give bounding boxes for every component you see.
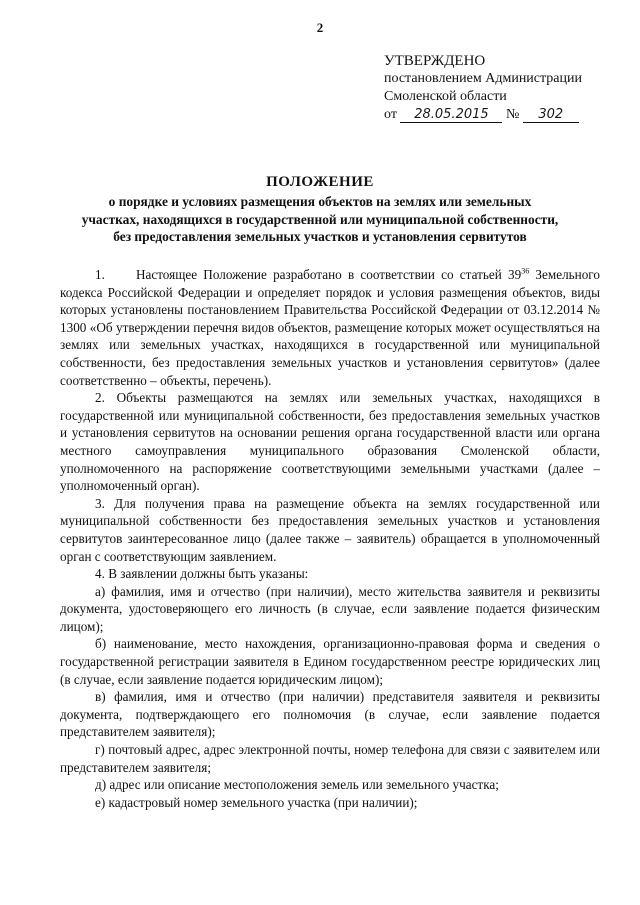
item-a: а) фамилия, имя и отчество (при наличии), место жительства заявителя и реквизиты документа, удостоверяющего его личность (в случае, если заявление подается физическим лицом); — [60, 583, 600, 634]
article-superscript: 36 — [521, 266, 530, 276]
paragraph-4: 4. В заявлении должны быть указаны: — [95, 566, 309, 582]
document-subtitle — [52, 193, 588, 246]
approval-line-2: Смоленской области — [384, 89, 507, 104]
handwritten-number: 302 — [523, 108, 579, 123]
item-b: б) наименование, место нахождения, организационно-правовая форма и сведения о государственной регистрации заявителя в Едином государственном реестре юридических лиц (в случае, если заявление подается юридическим лицом); — [60, 636, 600, 687]
page-number: 2 — [316, 20, 324, 35]
paragraph-2: 2. Объекты размещаются на землях или земельных участках, находящихся в государственной или муниципальной собственности, без предоставления земельных участков и установления сервитутов на основании решения органа государственной власти или органа местного самоуправления муниципального образования Смоленской области, уполномоченного на распоряжение соответствующими земельными участками (далее – уполномоченный орган). — [60, 390, 600, 494]
paragraph-1 — [60, 266, 600, 389]
item-g: г) почтовый адрес, адрес электронной почты, номер телефона для связи с заявителем или представителем заявителя; — [60, 742, 600, 775]
approval-block — [384, 52, 624, 124]
subtitle-line-1: о порядке и условиях размещения объектов на землях или земельных — [108, 194, 532, 209]
document-body — [60, 266, 600, 811]
subtitle-line-3: без предоставления земельных участков и установления сервитутов — [113, 229, 527, 244]
item-v: в) фамилия, имя и отчество (при наличии) представителя заявителя и реквизиты документа, подтверждающего его полномочия (в случае, если заявление подается представителем заявителя); — [60, 689, 600, 740]
handwritten-date: 28.05.2015 — [400, 108, 502, 123]
item-e: е) кадастровый номер земельного участка (при наличии); — [95, 794, 418, 810]
approval-date-line — [384, 106, 624, 124]
paragraph-1-rest: Земельного кодекса Российской Федерации и определяет порядок и условия размещения объектов, виды которых установлены постановлением Правительства Российской Федерации от 03.12.2014 № 1300 «Об утверждении перечня видов объектов, размещение которых может осуществляться на землях или земельных участках, находящихся в государственной или муниципальной собственности, без предоставления земельных участков и установления сервитутов» (далее соответственно – объекты, перечень). — [60, 267, 600, 388]
item-d: д) адрес или описание местоположения земель или земельного участка; — [95, 777, 499, 793]
subtitle-line-2: участках, находящихся в государственной или муниципальной собственности, — [81, 211, 559, 227]
paragraph-1-start: 1. Настоящее Положение разработано в соответствии со статьей 39 — [95, 267, 522, 282]
approval-line-1: постановлением Администрации — [384, 71, 582, 86]
document-title: ПОЛОЖЕНИЕ — [266, 174, 374, 190]
number-label: № — [505, 107, 520, 122]
approval-heading: УТВЕРЖДЕНО — [384, 53, 486, 69]
paragraph-3: 3. Для получения права на размещение объекта на землях государственной или муниципальной собственности без предоставления земельных участков и установления сервитутов заинтересованное лицо (далее также – заявитель) обращается в уполномоченный орган с соответствующим заявлением. — [60, 495, 600, 564]
from-label: от — [384, 107, 397, 122]
